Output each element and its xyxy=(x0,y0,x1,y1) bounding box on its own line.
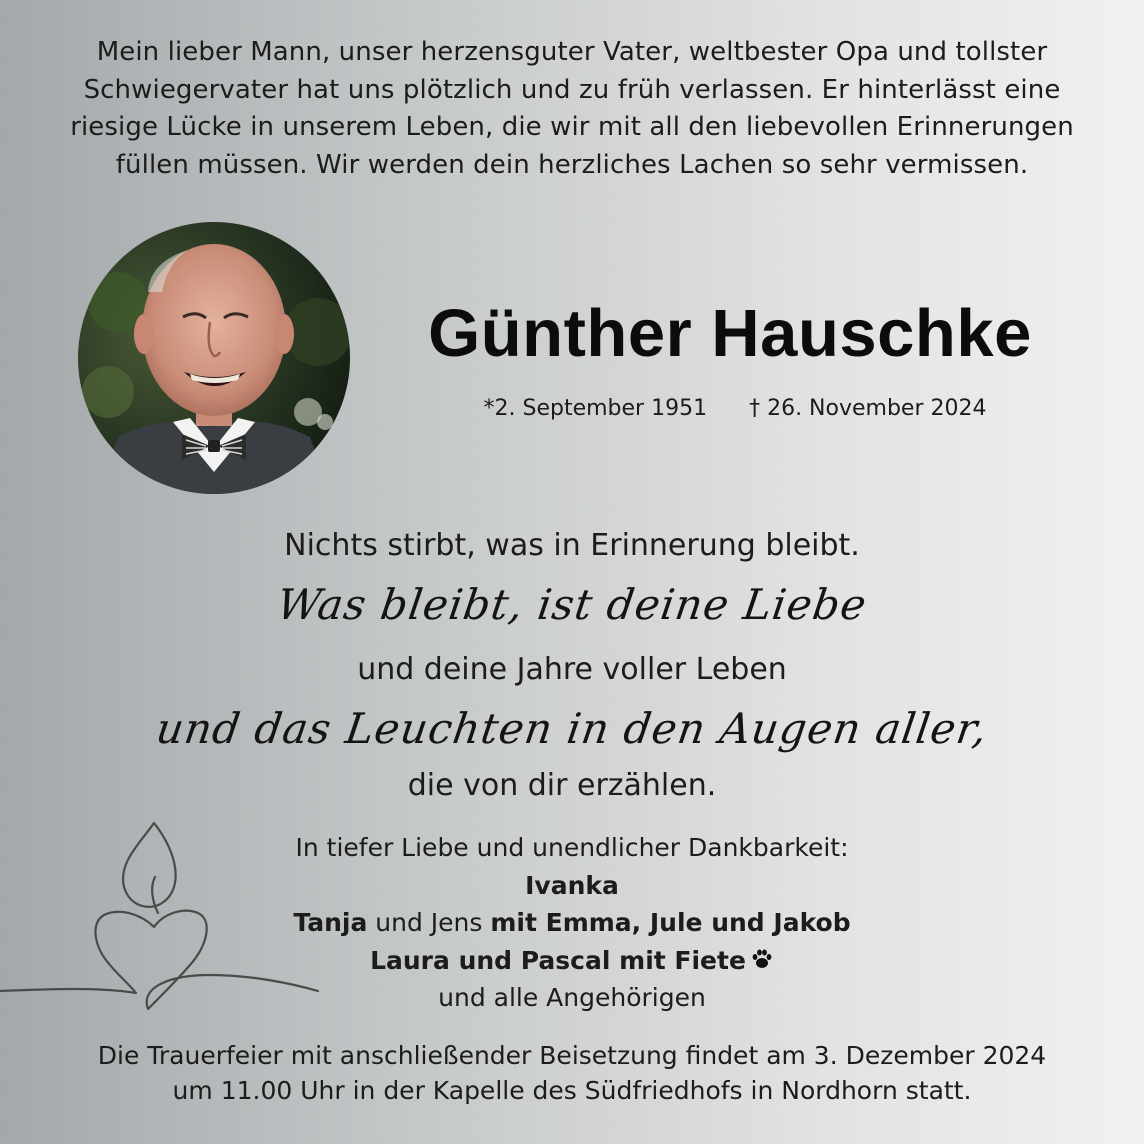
family-name: Laura und Pascal mit Fiete xyxy=(370,945,746,975)
verse-line: die von dir erzählen. xyxy=(407,768,717,803)
family-connector: und Jens xyxy=(367,908,491,937)
family-row xyxy=(200,942,944,980)
portrait-photo xyxy=(78,222,350,494)
funeral-notice-line: Die Trauerfeier mit anschließender Beisetzung findet am 3. Dezember 2024 xyxy=(97,1041,1047,1070)
family-signatures xyxy=(200,829,944,1017)
verse-script-line: Was bleibt, ist deine Liebe xyxy=(274,580,871,629)
intro-line: riesige Lücke in unserem Leben, die wir mit all den liebevollen Erinnerungen xyxy=(70,112,1074,142)
family-name: mit Emma, Jule und Jakob xyxy=(490,908,851,937)
verse-line: Nichts stirbt, was in Erinnerung bleibt. xyxy=(284,528,860,563)
family-closing: und alle Angehörigen xyxy=(438,983,706,1012)
family-row xyxy=(200,904,944,942)
family-name: Ivanka xyxy=(525,870,619,900)
verse-line: und deine Jahre voller Leben xyxy=(357,652,787,687)
funeral-notice-line: um 11.00 Uhr in der Kapelle des Südfriedhofs in Nordhorn statt. xyxy=(172,1076,972,1105)
death-date: † 26. November 2024 xyxy=(749,396,987,421)
family-row xyxy=(200,867,944,905)
funeral-notice xyxy=(40,1038,1104,1108)
birth-date: *2. September 1951 xyxy=(483,396,708,421)
intro-line: Mein lieber Mann, unser herzensguter Vater, weltbester Opa und tollster xyxy=(96,37,1048,67)
intro-line: füllen müssen. Wir werden dein herzliches Lachen so sehr vermissen. xyxy=(115,149,1029,180)
verse-script-line: und das Leuchten in den Augen aller, xyxy=(153,704,991,753)
family-name: Tanja xyxy=(293,908,368,937)
intro-line: Schwiegervater hat uns plötzlich und zu früh verlassen. Er hinterlässt eine xyxy=(83,74,1061,105)
intro-text xyxy=(40,34,1104,184)
life-dates xyxy=(370,394,1100,424)
family-intro: In tiefer Liebe und unendlicher Dankbarkeit: xyxy=(295,833,849,862)
deceased-name: Günther Hauschke xyxy=(428,296,1032,371)
paw-icon xyxy=(750,947,774,971)
